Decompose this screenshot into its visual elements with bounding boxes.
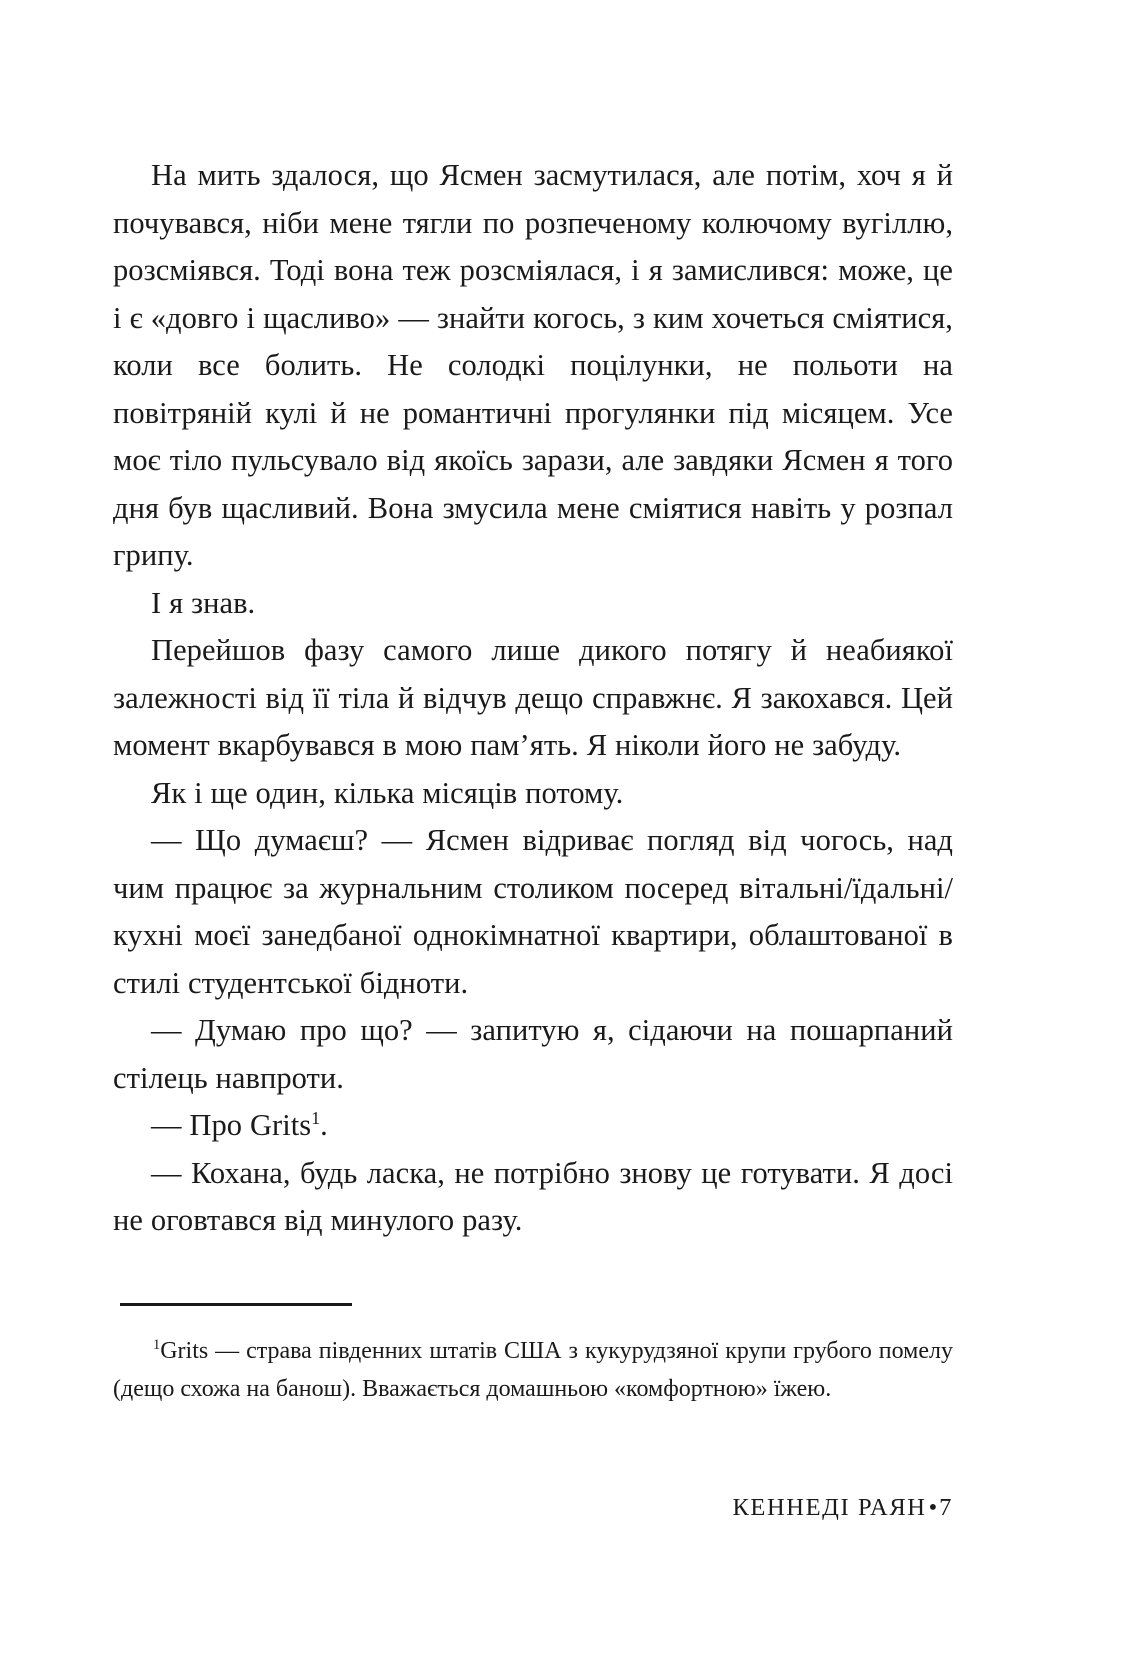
paragraph: І я знав. <box>151 585 256 620</box>
footnote-section <box>113 1303 953 1408</box>
paragraph: — Кохана, будь ласка, не потрібно знову це готувати. Я досі не оговтався від минулого разу. <box>113 1155 953 1237</box>
paragraph: Перейшов фазу самого лише дикого потягу й неабиякої залежності від її тіла й відчув дещо справжнє. Я закохався. Цей момент вкарбувався в мою пам’ять. Я ніколи його не забуду. <box>113 633 953 762</box>
running-footer <box>113 1494 953 1522</box>
paragraph: На мить здалося, що Ясмен засмутилася, але потім, хоч я й почувався, ніби мене тягли по розпеченому колючому вугіллю, розсміявся. Тоді вона теж розсміялася, і я замислився: може, це і є «довго і щасливо» — знайти когось, з ким хочеться сміятися, коли все болить. Не солодкі поцілунки, не польоти на повітряній кулі й не романтичні прогулянки під місяцем. Усе моє тіло пульсувало від якоїсь зарази, але завдяки Ясмен я того дня був щасливий. Вона змусила мене сміятися навіть у розпал грипу. <box>113 158 953 572</box>
footnote-marker: 1 <box>153 1337 161 1353</box>
footnote-reference-marker: 1 <box>311 1107 321 1128</box>
page-number: 7 <box>939 1494 953 1521</box>
grits-line-suffix: . <box>320 1108 328 1142</box>
paragraph: Як і ще один, кілька місяців потому. <box>151 775 624 810</box>
paragraph: — Що думаєш? — Ясмен відриває погляд від чогось, над чим працює за журнальним столиком посеред вітальні/їдальні/кухні моєї занедбаної однокімнатної квартири, облаштованої в стилі студентської бідноти. <box>113 823 953 1000</box>
footnote-separator-rule <box>120 1303 352 1306</box>
footer-author-name: КЕННЕДІ РАЯН <box>732 1494 927 1521</box>
grits-line-text: — Про Grits <box>151 1108 312 1142</box>
paragraph: — Думаю про що? — запитую я, сідаючи на пошарпаний стілець навпроти. <box>113 1013 953 1095</box>
footnote-entry <box>113 1332 953 1408</box>
main-text-block <box>113 152 953 1245</box>
footer-separator-bullet: • <box>928 1494 938 1521</box>
paragraph-with-footnote-ref <box>113 1102 953 1150</box>
footnote-body-text: Grits — страва південних штатів США з кукурудзяної крупи грубого помелу (дещо схожа на банош). Вважається домашньою «комфортною» їжею. <box>113 1338 953 1402</box>
